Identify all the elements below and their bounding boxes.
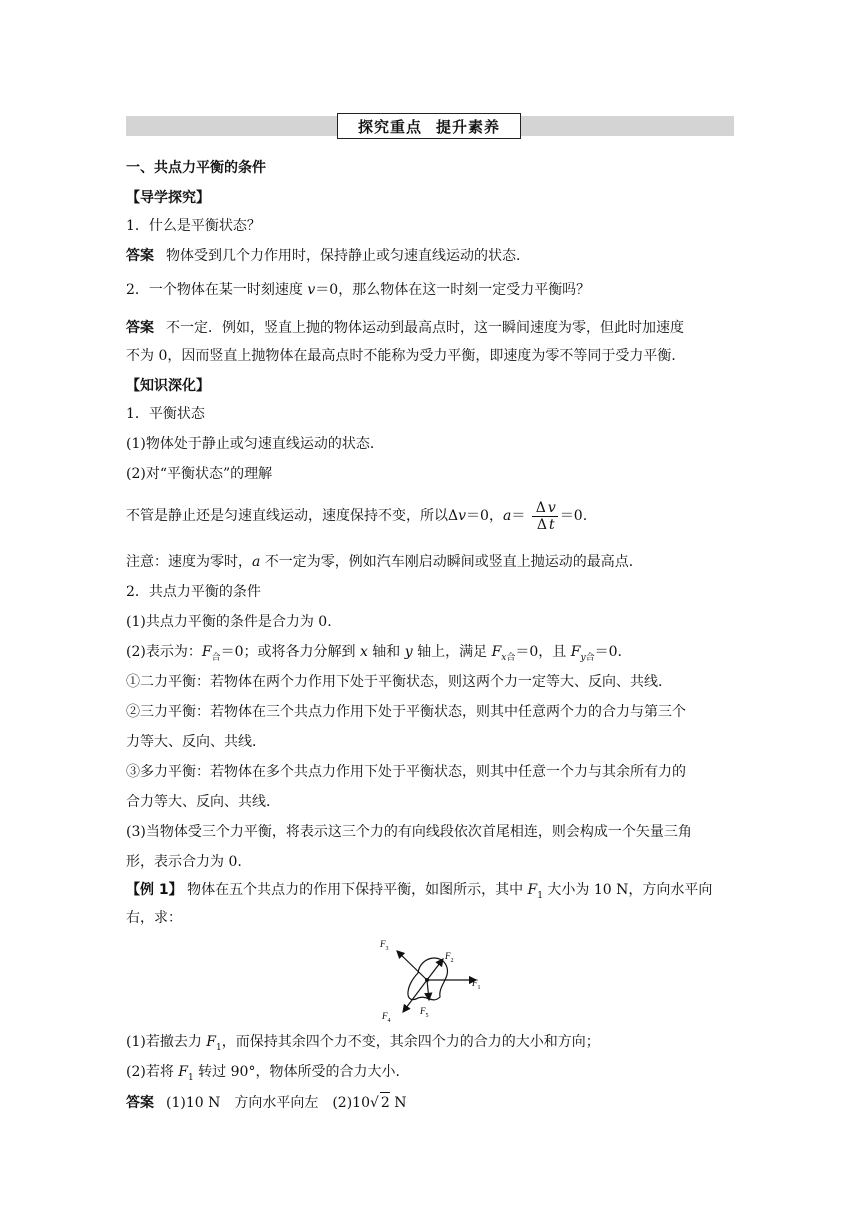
deepen-header: 【知识深化】 <box>126 378 210 394</box>
formula-text: ＝0. <box>559 508 588 524</box>
example-question-2 <box>126 1062 736 1088</box>
var-F: F <box>206 1034 216 1050</box>
label-f5: $F_5$ <box>420 1006 429 1019</box>
var-y: y <box>404 644 413 660</box>
force-f2-arrow <box>427 959 443 980</box>
center-point <box>425 978 429 982</box>
var-F: F <box>527 882 538 898</box>
delta: Δ <box>536 516 548 533</box>
subscript: 1 <box>216 1042 222 1053</box>
sqrt-symbol: √ <box>370 1095 379 1111</box>
fraction <box>532 500 558 533</box>
answer-text: (1)10 N 方向水平向左 (2)10 <box>166 1095 370 1111</box>
subsection-2: 2．共点力平衡的条件 <box>126 584 261 600</box>
answer-2-line-2: 不为 0，因而竖直上抛物体在最高点时不能称为受力平衡，即速度为零不等同于受力平衡． <box>126 348 686 364</box>
formula-text: 不管是静止还是匀速直线运动，速度保持不变，所以Δ <box>126 508 459 524</box>
subsection-1: 1．平衡状态 <box>126 406 205 422</box>
note <box>126 552 736 572</box>
var-F: F <box>201 644 212 660</box>
banner-left-text: 探究重点 <box>357 117 422 136</box>
question-text: (1)若撤去力 <box>126 1034 207 1050</box>
paragraph: 合力等大、反向、共线． <box>126 794 280 810</box>
fraction-numerator <box>532 500 558 517</box>
example-question-1 <box>126 1032 736 1058</box>
force-f3-arrow <box>397 951 427 980</box>
text: ＝0；或将各力分解到 <box>220 644 360 660</box>
var-x: x <box>359 644 368 660</box>
var-t: t <box>549 516 555 533</box>
paragraph: 形，表示合力为 0. <box>126 854 242 870</box>
answer-text: N <box>389 1095 407 1111</box>
guide-header: 【导学探究】 <box>126 190 210 206</box>
var-a: a <box>502 508 512 524</box>
answer-text: 物体受到几个力作用时，保持静止或匀速直线运动的状态． <box>166 248 530 264</box>
delta: Δ <box>535 499 546 516</box>
question-text: ，而保持其余四个力不变，其余四个力的合力的大小和方向； <box>221 1034 600 1050</box>
force-diagram <box>370 935 490 1025</box>
sqrt-radicand: 2 <box>380 1092 390 1113</box>
banner-right-text: 提升素养 <box>436 117 501 136</box>
text: ＝0，且 <box>515 644 571 660</box>
question-text: 转过 90°，物体所受的合力大小． <box>193 1064 410 1080</box>
paragraph: (2)对“平衡状态”的理解 <box>126 466 273 482</box>
formula-line <box>126 498 736 534</box>
var-y: y <box>580 652 586 663</box>
var-x: x <box>501 652 507 663</box>
example-label: 【例 1】 <box>126 882 183 898</box>
section-banner <box>337 113 521 139</box>
formula-text: ＝ <box>511 508 526 524</box>
paragraph: ①二力平衡：若物体在两个力作用下处于平衡状态，则这两个力一定等大、反向、共线． <box>126 674 672 690</box>
var-a: a <box>252 554 261 570</box>
paragraph: ②三力平衡：若物体在三个共点力作用下处于平衡状态，则其中任意两个力的合力与第三个 <box>126 704 686 720</box>
text: 轴上，满足 <box>412 644 492 660</box>
paragraph: ③多力平衡：若物体在多个共点力作用下处于平衡状态，则其中任意一个力与其余所有力的 <box>126 764 686 780</box>
note-text: 注意：速度为零时， <box>126 554 252 570</box>
paragraph: (1)物体处于静止或匀速直线运动的状态． <box>126 436 384 452</box>
label-f2: $F_2$ <box>445 951 454 964</box>
answer-1 <box>126 246 736 266</box>
question-1: 1．什么是平衡状态？ <box>126 218 261 234</box>
example-answer <box>126 1092 736 1113</box>
question-2-text-end: ＝0，那么物体在这一时刻一定受力平衡吗？ <box>315 282 591 298</box>
formula-text: ＝0， <box>466 508 503 524</box>
question-text: (2)若将 <box>126 1064 179 1080</box>
var-v: v <box>458 508 467 524</box>
example-1 <box>126 880 736 906</box>
fraction-denominator <box>532 517 558 533</box>
condition-formula <box>126 642 736 668</box>
label-f3: $F_3$ <box>380 939 389 952</box>
subscript: 1 <box>537 890 543 901</box>
answer-label: 答案 <box>126 320 154 336</box>
paragraph: 力等大、反向、共线． <box>126 734 266 750</box>
subscript-he: 合 <box>585 652 595 663</box>
var-F: F <box>491 644 502 660</box>
question-2 <box>126 280 736 300</box>
var-F: F <box>178 1064 188 1080</box>
example-text: 物体在五个共点力的作用下保持平衡，如图所示，其中 <box>187 882 528 898</box>
label-f1: $F_1$ <box>472 978 481 991</box>
force-f5-arrow <box>427 980 429 1000</box>
subscript: 合 <box>211 652 221 663</box>
label-f4: $F_4$ <box>382 1011 391 1024</box>
subscript: 1 <box>188 1072 194 1083</box>
text: ＝0. <box>594 644 622 660</box>
answer-2 <box>126 318 736 338</box>
paragraph: (3)当物体受三个力平衡，将表示这三个力的有向线段依次首尾相连，则会构成一个矢量三角 <box>126 824 692 840</box>
question-2-text: 2．一个物体在某一时刻速度 <box>126 282 308 298</box>
example-text-2: 右，求： <box>126 910 182 926</box>
note-text: 不一定为零，例如汽车刚启动瞬间或竖直上抛运动的最高点． <box>260 554 643 570</box>
subscript <box>501 653 515 663</box>
text: (2)表示为： <box>126 644 202 660</box>
example-text: 大小为 10 N，方向水平向 <box>542 882 713 898</box>
answer-label: 答案 <box>126 248 154 264</box>
answer-2-line-1: 不一定．例如，竖直上抛的物体运动到最高点时，这一瞬间速度为零，但此时加速度 <box>166 320 684 336</box>
section-title: 一、共点力平衡的条件 <box>126 160 266 176</box>
text: 轴和 <box>367 644 405 660</box>
var-F: F <box>570 644 581 660</box>
var-v: v <box>547 499 556 516</box>
subscript <box>580 653 594 663</box>
var-v: v <box>307 282 316 298</box>
paragraph: (1)共点力平衡的条件是合力为 0. <box>126 614 332 630</box>
answer-label: 答案 <box>126 1095 154 1111</box>
subscript-he: 合 <box>506 652 516 663</box>
